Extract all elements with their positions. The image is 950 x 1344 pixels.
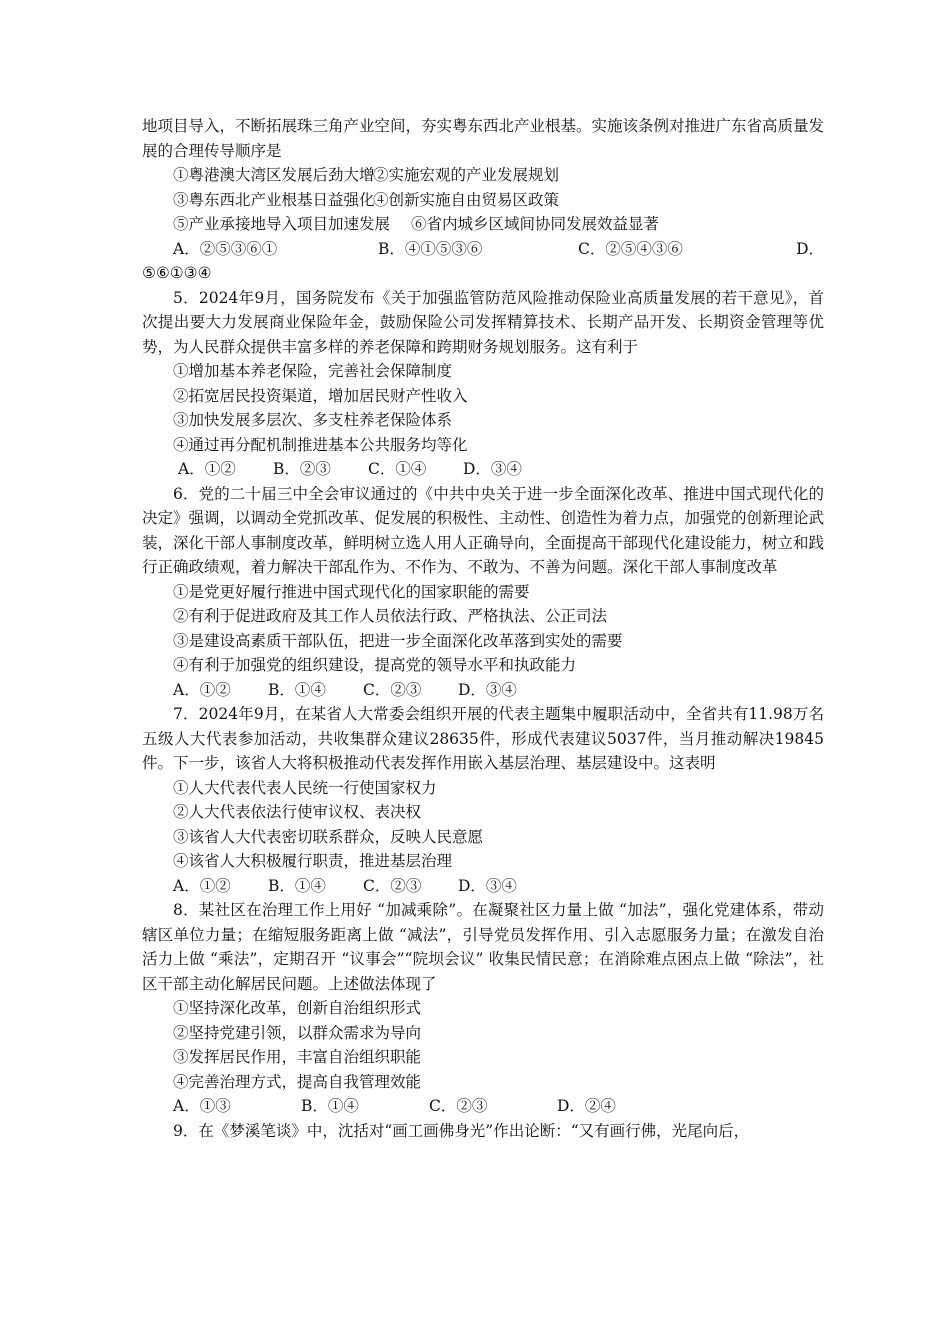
choice-b[interactable]: B．②③ — [273, 460, 331, 478]
choice-d[interactable]: D．③④ — [458, 876, 517, 895]
statement-1: ①粤港澳大湾区发展后劲大增 — [173, 166, 375, 184]
statement-2: ②实施宏观的产业发展规划 — [373, 166, 560, 184]
question-8-stem: 8．某社区在治理工作上用好 “加减乘除”。在凝聚社区力量上做 “加法”，强化党建体系，带动辖区单位力量；在缩短服务距离上做 “减法”，引导党员发挥作用、引入志愿服务力量；在激发自治活力上做 “乘法”，定期召开 “议事会”“院坝会议” 收集民情民意；在消除难点困点上做 “除法”，社区干部主动化解居民问题。上述做法体现了 — [142, 901, 824, 993]
choice-d[interactable]: D．③④ — [463, 460, 522, 478]
statement-2: ②拓宽居民投资渠道，增加居民财产性收入 — [173, 386, 468, 405]
choice-b[interactable]: B．①④ — [268, 680, 326, 699]
statement-4: ④创新实施自由贸易区政策 — [373, 190, 560, 209]
choice-b[interactable]: B．①④ — [268, 876, 326, 895]
choice-a[interactable]: A．①③ — [173, 1097, 231, 1115]
exam-page — [142, 114, 824, 1143]
question-6 — [142, 482, 824, 703]
statement-2: ②有利于促进政府及其工作人员依法行政、严格执法、公正司法 — [173, 607, 608, 625]
choice-d[interactable]: D． — [796, 239, 824, 258]
statement-4: ④该省人大积极履行职责，推进基层治理 — [173, 852, 453, 870]
choice-a[interactable]: A．①② — [178, 460, 236, 478]
statement-1: ①增加基本养老保险，完善社会保障制度 — [173, 362, 453, 380]
question-4-items-row-2 — [142, 188, 824, 213]
statement-3: ③该省人大代表密切联系群众，反映人民意愿 — [173, 827, 484, 846]
question-7-stem: 7．2024年9月，在某省人大常委会组织开展的代表主题集中履职活动中，全省共有11.98万名五级人大代表参加活动，共收集群众建议28635件，形成代表建议5037件，当月推动解决19845件。下一步，该省人大将积极推动代表发挥作用嵌入基层治理、基层建设中。这表明 — [142, 705, 824, 772]
choice-c[interactable]: C．①④ — [368, 460, 427, 478]
statement-2: ②人大代表依法行使审议权、表决权 — [173, 803, 422, 821]
statement-3: ③发挥居民作用，丰富自治组织职能 — [173, 1048, 422, 1066]
choice-d[interactable]: D．③④ — [458, 680, 517, 699]
choice-c[interactable]: C．②③ — [363, 680, 422, 699]
question-4-items-row-3 — [142, 212, 824, 237]
statement-5: ⑤产业承接地导入项目加速发展 — [173, 215, 391, 233]
question-5-choices — [142, 457, 824, 482]
choice-c[interactable]: C．②③ — [429, 1097, 488, 1115]
choice-d[interactable]: D．②④ — [557, 1097, 616, 1115]
statement-6: ⑥省内城乡区域间协同发展效益显著 — [411, 215, 660, 233]
question-8-choices — [142, 1094, 824, 1119]
statement-4: ④通过再分配机制推进基本公共服务均等化 — [173, 435, 468, 454]
statement-3: ③粤东西北产业根基日益强化 — [173, 190, 375, 209]
choice-c[interactable]: C．②③ — [363, 876, 422, 895]
choice-d-content: ⑤⑥①③④ — [142, 264, 212, 282]
question-4 — [142, 114, 824, 286]
question-4-items-row-1 — [142, 163, 824, 188]
choice-a[interactable]: A．①② — [173, 876, 231, 895]
question-7-choices — [142, 874, 824, 899]
question-7 — [142, 702, 824, 898]
statement-1: ①是党更好履行推进中国式现代化的国家职能的需要 — [173, 582, 530, 601]
question-6-choices — [142, 678, 824, 703]
question-9-stem: 9．在《梦溪笔谈》中，沈括对“画工画佛身光”作出论断：“又有画行佛，光尾向后， — [173, 1121, 750, 1140]
question-5-stem: 5．2024年9月，国务院发布《关于加强监管防范风险推动保险业高质量发展的若干意见》，首次提出要大力发展商业保险年金，鼓励保险公司发挥精算技术、长期产品开发、长期资金管理等优势，为人民群众提供丰富多样的养老保障和跨期财务规划服务。这有利于 — [142, 288, 824, 356]
choice-a[interactable]: A．②⑤③⑥① — [173, 239, 278, 258]
statement-1: ①人大代表代表人民统一行使国家权力 — [173, 778, 437, 797]
choice-a[interactable]: A．①② — [173, 680, 231, 699]
question-4-stem: 地项目导入，不断拓展珠三角产业空间，夯实粤东西北产业根基。实施该条例对推进广东省高质量发展的合理传导顺序是 — [142, 117, 825, 160]
choice-b[interactable]: B．④①⑤③⑥ — [378, 239, 483, 258]
choice-c[interactable]: C．②⑤④③⑥ — [578, 239, 683, 258]
statement-1: ①坚持深化改革，创新自治组织形式 — [173, 999, 422, 1017]
choice-b[interactable]: B．①④ — [301, 1097, 359, 1115]
statement-2: ②坚持党建引领，以群众需求为导向 — [173, 1023, 422, 1042]
question-8 — [142, 898, 824, 1119]
question-4-choices — [142, 237, 824, 262]
statement-3: ③是建设高素质干部队伍，把进一步全面深化改革落到实处的需要 — [173, 631, 623, 650]
statement-3: ③加快发展多层次、多支柱养老保险体系 — [173, 411, 453, 429]
question-5 — [142, 286, 824, 482]
statement-4: ④完善治理方式，提高自我管理效能 — [173, 1072, 422, 1091]
question-6-stem: 6．党的二十届三中全会审议通过的《中共中央关于进一步全面深化改革、推进中国式现代化的决定》强调，以调动全党抓改革、促发展的积极性、主动性、创造性为着力点，加强党的创新理论武装，深化干部人事制度改革，鲜明树立选人用人正确导向，全面提高干部现代化建设能力，树立和践行正确政绩观，着力解决干部乱作为、不作为、不敢为、不善为问题。深化干部人事制度改革 — [142, 484, 825, 576]
question-9 — [142, 1119, 824, 1144]
statement-4: ④有利于加强党的组织建设，提高党的领导水平和执政能力 — [173, 656, 577, 674]
